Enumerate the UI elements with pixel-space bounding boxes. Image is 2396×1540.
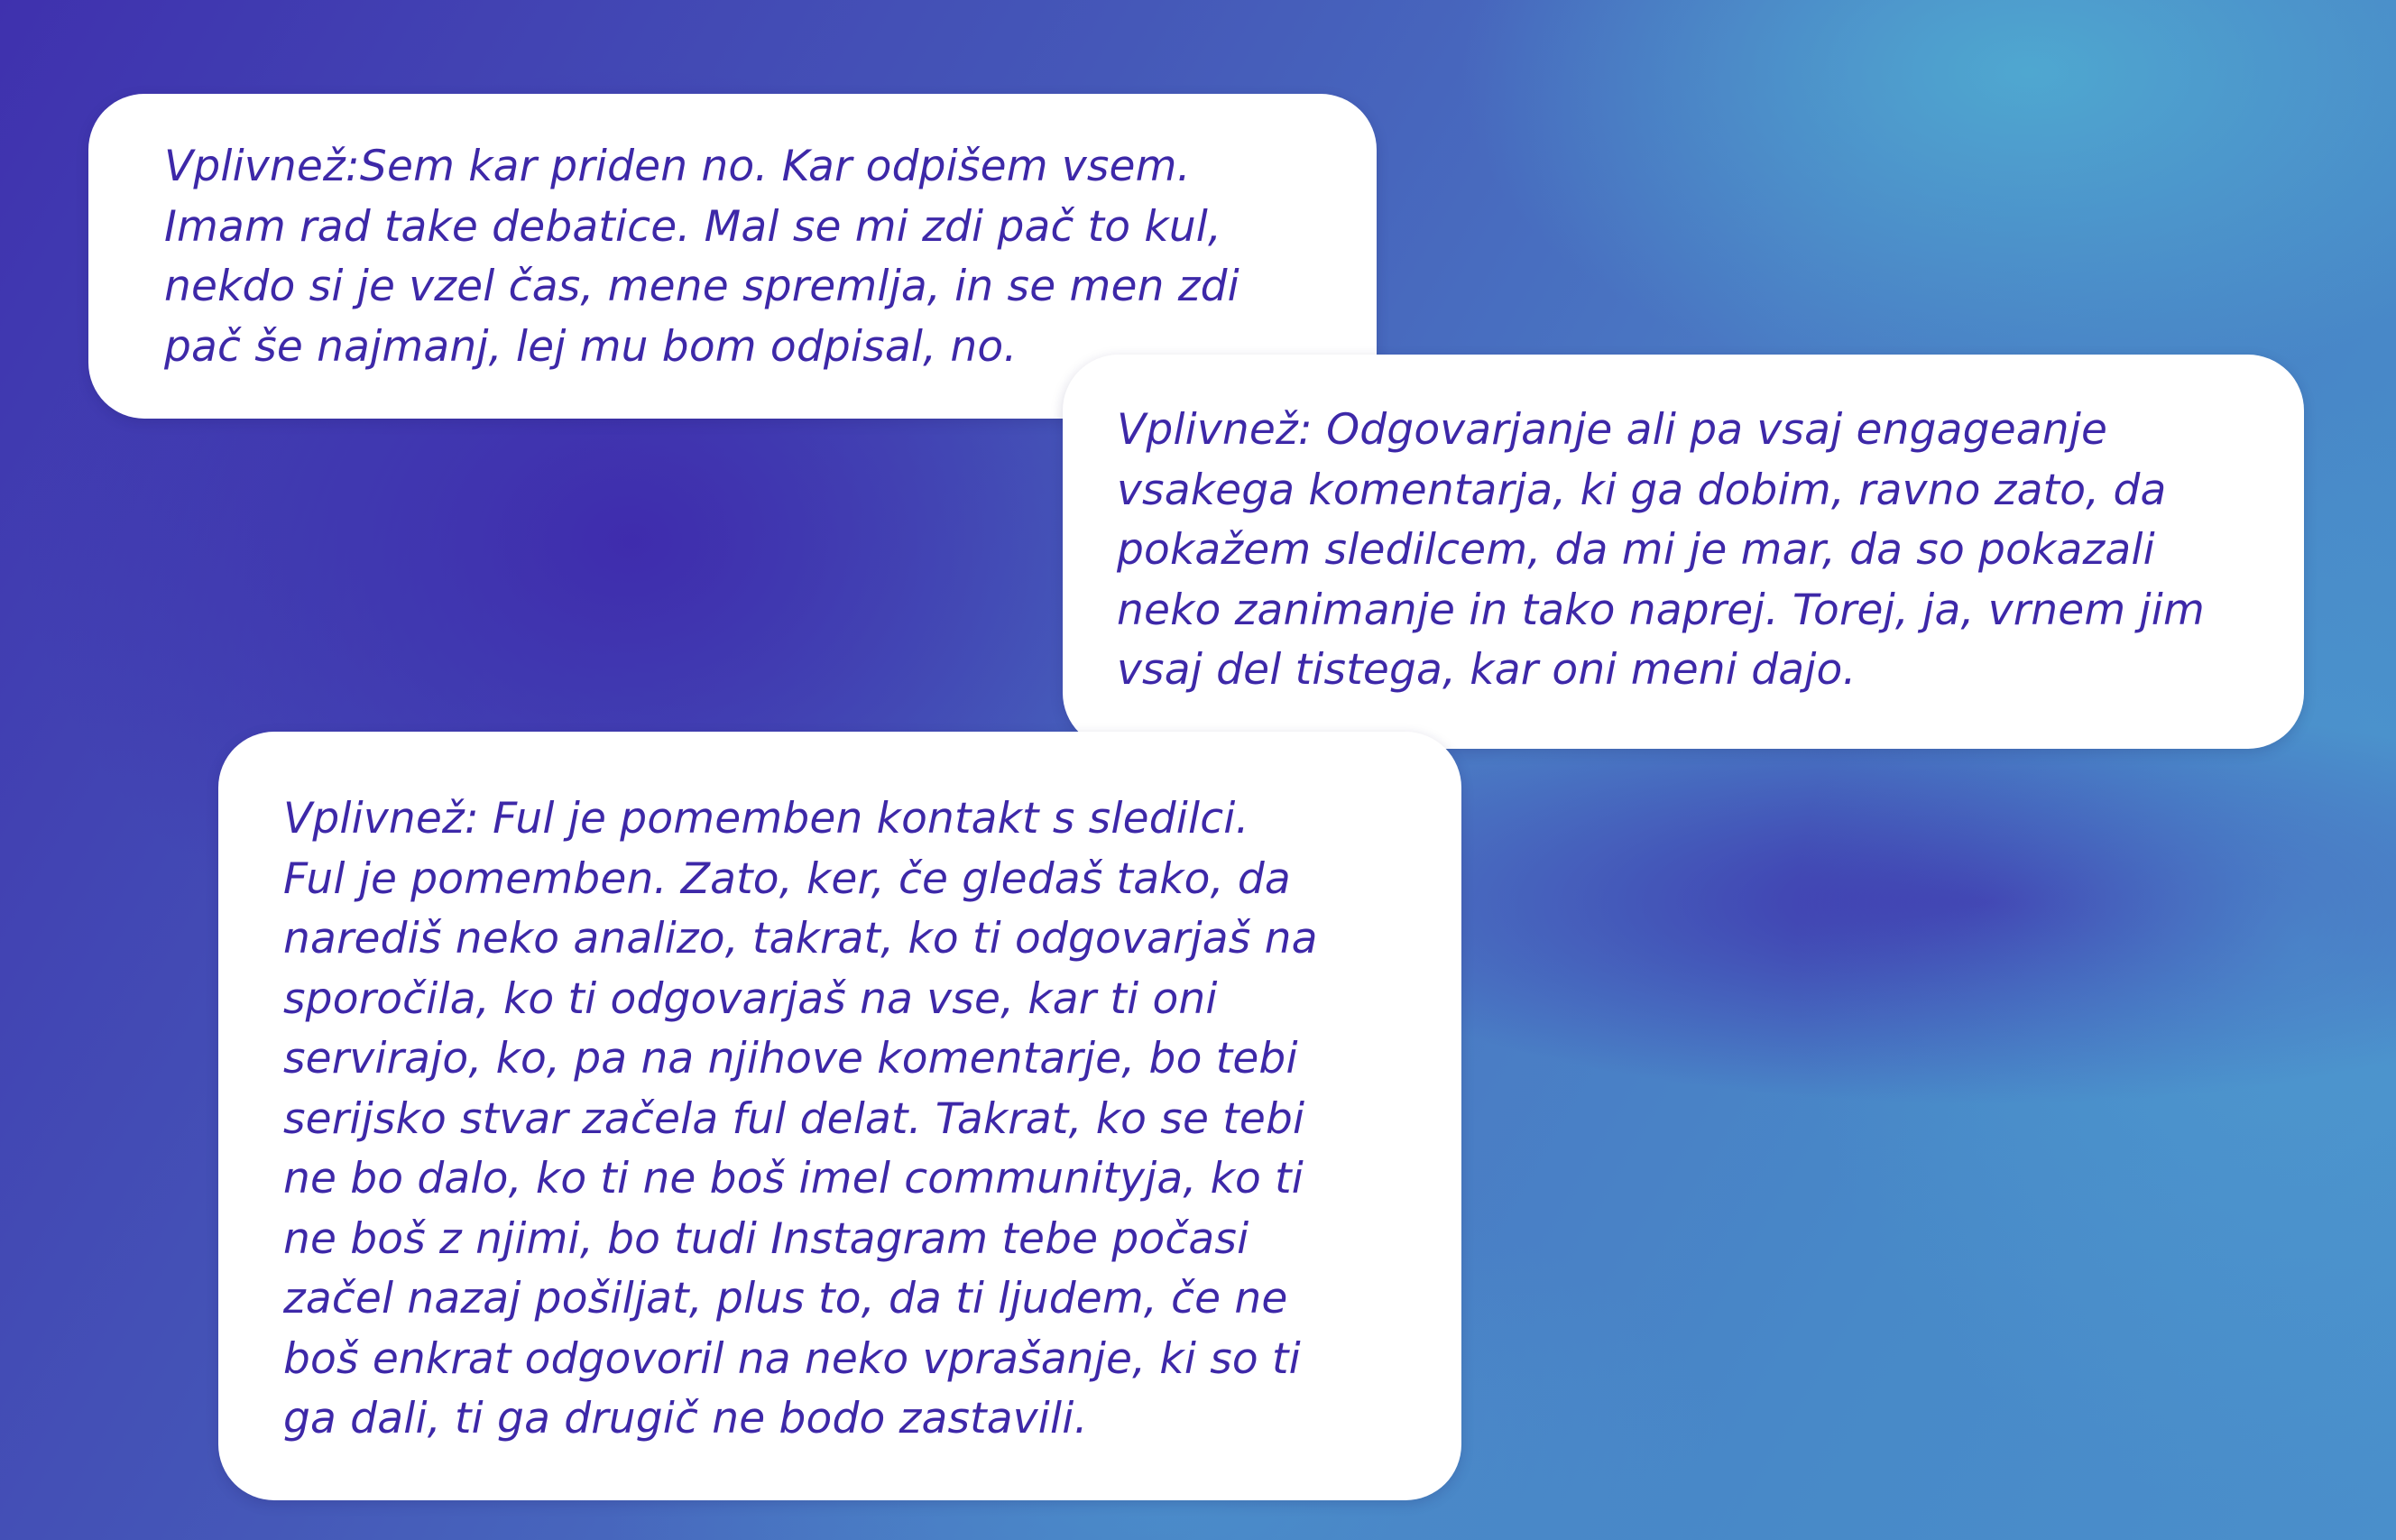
quote-text-2: Vplivnež: Odgovarjanje ali pa vsaj engageanje vsakega komentarja, ki ga dobim, ravno zato, da pokažem sledilcem, da mi je mar, da so pokazali neko zanimanje in tako naprej. Torej, ja, vrnem jim vsaj del tistega, kar oni meni dajo. xyxy=(1117,405,2205,695)
quote-text-1: Vplivnež:Sem kar priden no. Kar odpišem vsem. Imam rad take debatice. Mal se mi zdi pač to kul, nekdo si je vzel čas, mene spremlja, in se men zdi pač še najmanj, lej mu bom odpisal, no. xyxy=(164,142,1239,372)
quote-bubble-3 xyxy=(218,732,1461,1500)
quote-text-3: Vplivnež: Ful je pomemben kontakt s sledilci. Ful je pomemben. Zato, ker, če gledaš tako, da narediš neko analizo, takrat, ko ti odgovarjaš na sporočila, ko ti odgovarjaš na vse, kar ti oni servirajo, ko, pa na njihove komentarje, bo tebi serijsko stvar začela ful delat. Takrat, ko se tebi ne bo dalo, ko ti ne boš imel communityja, ko ti ne boš z njimi, bo tudi Instagram tebe počasi začel nazaj pošiljat, plus to, da ti ljudem, če ne boš enkrat odgovoril na neko vprašanje, ki so ti ga dali, ti ga drugič ne bodo zastavili. xyxy=(283,794,1318,1443)
quote-bubble-2 xyxy=(1063,355,2304,749)
